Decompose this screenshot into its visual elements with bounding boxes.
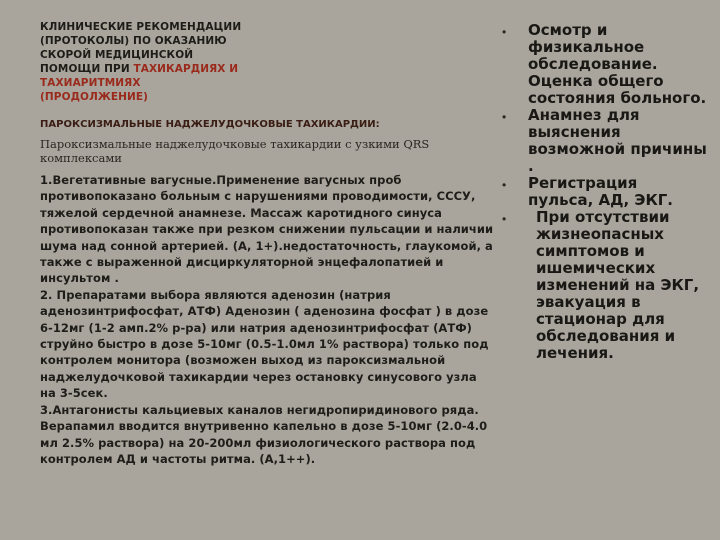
bullet-text: При отсутствии жизнеопасных симптомов и ишемических изменений на ЭКГ, эвакуация в стационар для обследования и лечения.: [536, 208, 700, 362]
section-subtext: Пароксизмальные наджелудочковые тахикардии с узкими QRS комплексами: [40, 137, 430, 165]
bullet-item: [502, 175, 707, 209]
slide-title: [40, 20, 495, 104]
title-line: [40, 62, 495, 76]
title-line: (ПРОТОКОЛЫ) ПО ОКАЗАНИЮ: [40, 35, 227, 47]
paragraph-3: 3.Антагонисты кальциевых каналов негидропиридинового ряда. Верапамил вводится внутривенно капельно в дозе 5-10мг (2.0-4.0 мл 2.5% раствора) на 20-200мл физиологического раствора под контролем АД и частоты ритма. (А,1++).: [40, 402, 488, 466]
body-text: [40, 172, 495, 467]
paragraph-2: 2. Препаратами выбора являются аденозин (натрия аденозинтрифосфат, АТФ) Аденозин ( аденозина фосфат ) в дозе 6-12мг (1-2 амп.2% р-ра) или натрия аденозинтрифосфат (АТФ) струйно быстро в дозе 5-10мг (0.5-1.0мл 1% раствора) только под контролем монитора (возможен выход из пароксизмальной наджелудочковой тахикардии через остановку синусового узла на 3-5сек.: [40, 287, 489, 401]
bullet-dot-icon: •: [502, 178, 507, 192]
right-column: [502, 22, 707, 362]
bullet-dot-icon: •: [502, 25, 507, 39]
bullet-dot-icon: •: [502, 212, 507, 226]
bullet-item: [502, 107, 707, 175]
bullet-text: Анамнез для выяснения возможной причины .: [528, 106, 707, 175]
bullet-item: [502, 209, 707, 362]
title-line: КЛИНИЧЕСКИЕ РЕКОМЕНДАЦИИ: [40, 21, 242, 33]
left-column: [40, 20, 495, 467]
title-line: СКОРОЙ МЕДИЦИНСКОЙ: [40, 49, 194, 61]
bullet-text: Осмотр и физикальное обследование. Оценка общего состояния больного.: [528, 21, 707, 107]
title-accent-text: ТАХИКАРДИЯХ И: [133, 63, 239, 75]
title-text: ПОМОЩИ ПРИ: [40, 63, 134, 75]
section-heading: ПАРОКСИЗМАЛЬНЫЕ НАДЖЕЛУДОЧКОВЫЕ ТАХИКАРДИИ:: [40, 119, 380, 130]
bullet-text: Регистрация пульса, АД, ЭКГ.: [528, 174, 673, 209]
title-accent-line: ТАХИАРИТМИЯХ: [40, 77, 141, 89]
paragraph-1: 1.Вегетативные вагусные.Применение вагусных проб противопоказано больным с нарушениями проводимости, СССУ, тяжелой сердечной анамнезе. Массаж каротидного синуса противопоказан также при резком снижении пульсации и наличии шума над сонной артерией. (А, 1+).недостаточность, глаукомой, а также с выраженной дисциркуляторной энцефалопатией и инсультом .: [40, 173, 494, 286]
title-accent-line: (ПРОДОЛЖЕНИЕ): [40, 91, 149, 103]
bullet-dot-icon: •: [502, 110, 507, 124]
bullet-item: [502, 22, 707, 107]
